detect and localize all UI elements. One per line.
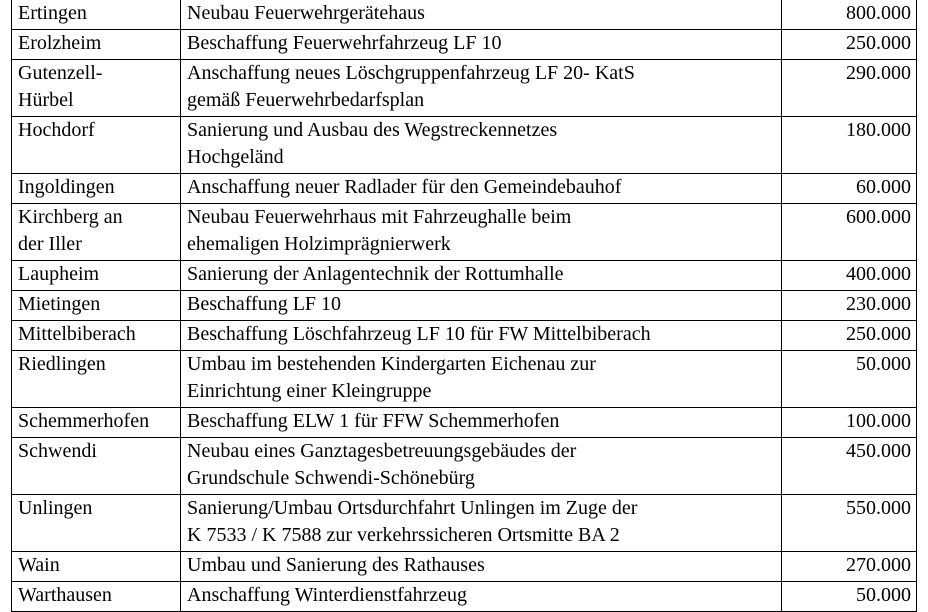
municipality-cell: Kirchberg an der Iller [12,204,181,261]
municipality-cell: Laupheim [12,261,181,291]
table-row [12,174,917,204]
municipality-cell: Gutenzell- Hürbel [12,60,181,117]
table-row [12,117,917,174]
municipality-cell: Erolzheim [12,30,181,60]
project-cell: Anschaffung neuer Radlader für den Gemeindebauhof [181,174,782,204]
table-row [12,204,917,261]
project-cell: Beschaffung Feuerwehrfahrzeug LF 10 [181,30,782,60]
project-cell: Sanierung der Anlagentechnik der Rottumhalle [181,261,782,291]
municipality-cell: Riedlingen [12,351,181,408]
amount-cell: 250.000 [782,30,917,60]
table-row [12,60,917,117]
project-cell: Beschaffung ELW 1 für FFW Schemmerhofen [181,408,782,438]
project-cell: Beschaffung LF 10 [181,291,782,321]
table-row [12,261,917,291]
project-cell: Anschaffung neues Löschgruppenfahrzeug LF 20- KatS gemäß Feuerwehrbedarfsplan [181,60,782,117]
municipality-cell: Mietingen [12,291,181,321]
table-row [12,351,917,408]
amount-cell: 800.000 [782,0,917,30]
municipality-cell: Schwendi [12,438,181,495]
project-cell: Sanierung und Ausbau des Wegstreckennetzes Hochgeländ [181,117,782,174]
amount-cell: 180.000 [782,117,917,174]
municipality-cell: Wain [12,552,181,582]
project-cell: Beschaffung Löschfahrzeug LF 10 für FW Mittelbiberach [181,321,782,351]
table-body [12,0,917,612]
municipality-cell: Schemmerhofen [12,408,181,438]
municipality-cell: Warthausen [12,582,181,612]
amount-cell: 250.000 [782,321,917,351]
project-cell: Neubau Feuerwehrgerätehaus [181,0,782,30]
table-row [12,30,917,60]
project-cell: Umbau und Sanierung des Rathauses [181,552,782,582]
table-row [12,321,917,351]
amount-cell: 550.000 [782,495,917,552]
amount-cell: 290.000 [782,60,917,117]
funding-table [11,0,917,612]
table-row [12,495,917,552]
amount-cell: 270.000 [782,552,917,582]
table-row [12,582,917,612]
table-row [12,408,917,438]
table-row [12,438,917,495]
project-cell: Anschaffung Winterdienstfahrzeug [181,582,782,612]
amount-cell: 400.000 [782,261,917,291]
amount-cell: 600.000 [782,204,917,261]
amount-cell: 60.000 [782,174,917,204]
amount-cell: 230.000 [782,291,917,321]
amount-cell: 50.000 [782,582,917,612]
amount-cell: 450.000 [782,438,917,495]
municipality-cell: Hochdorf [12,117,181,174]
municipality-cell: Mittelbiberach [12,321,181,351]
amount-cell: 50.000 [782,351,917,408]
project-cell: Neubau eines Ganztagesbetreuungsgebäudes der Grundschule Schwendi-Schönebürg [181,438,782,495]
amount-cell: 100.000 [782,408,917,438]
project-cell: Umbau im bestehenden Kindergarten Eichenau zur Einrichtung einer Kleingruppe [181,351,782,408]
municipality-cell: Ertingen [12,0,181,30]
table-row [12,552,917,582]
project-cell: Sanierung/Umbau Ortsdurchfahrt Unlingen im Zuge der K 7533 / K 7588 zur verkehrssicheren Ortsmitte BA 2 [181,495,782,552]
municipality-cell: Ingoldingen [12,174,181,204]
municipality-cell: Unlingen [12,495,181,552]
table-row [12,291,917,321]
table-row [12,0,917,30]
project-cell: Neubau Feuerwehrhaus mit Fahrzeughalle beim ehemaligen Holzimprägnierwerk [181,204,782,261]
